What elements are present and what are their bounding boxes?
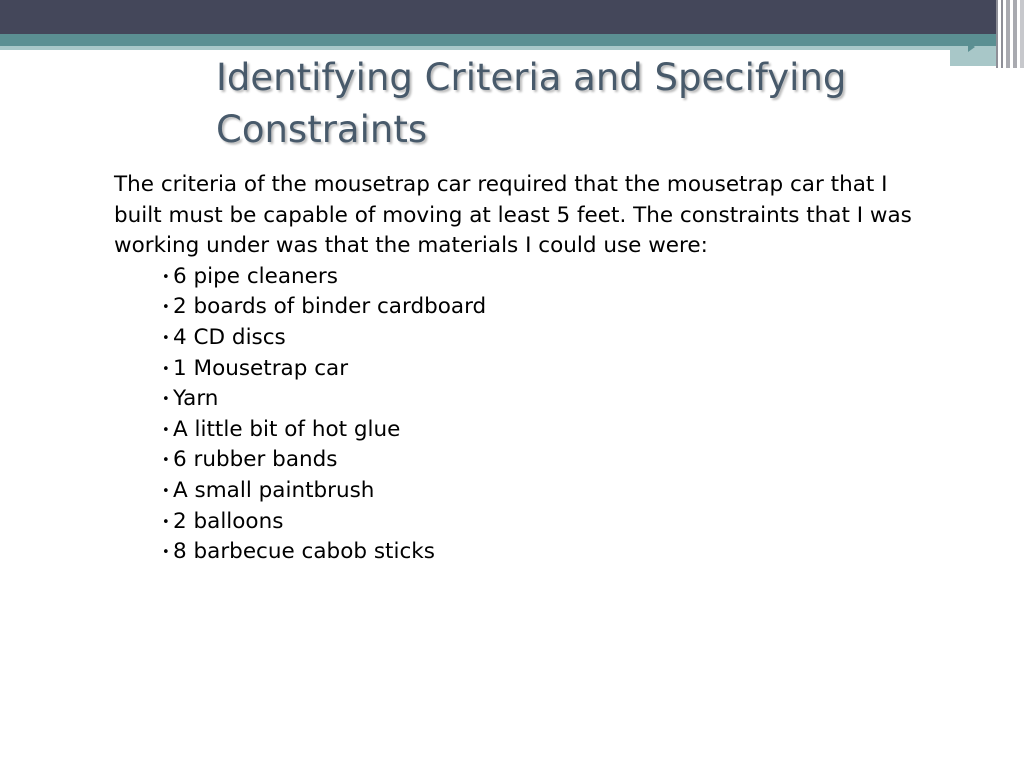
list-item <box>162 445 934 476</box>
bullet-icon: • <box>162 545 170 561</box>
header-stripes-decoration <box>996 0 1024 68</box>
list-item-text: 2 balloons <box>173 508 284 534</box>
bullet-icon: • <box>162 483 170 499</box>
bullet-icon: • <box>162 514 170 530</box>
list-item <box>162 262 934 293</box>
bullet-icon: • <box>162 422 170 438</box>
list-item <box>162 384 934 415</box>
list-item-text: A small paintbrush <box>173 477 375 503</box>
slide-title: Identifying Criteria and Specifying Constraints <box>216 56 847 151</box>
list-item-text: A little bit of hot glue <box>173 416 401 442</box>
header-band-dark <box>0 0 1024 34</box>
list-item-text: 4 CD discs <box>173 324 286 350</box>
list-item-text: 8 barbecue cabob sticks <box>173 539 435 565</box>
bullet-icon: • <box>162 392 170 408</box>
list-item-text: Yarn <box>173 386 219 412</box>
bullet-icon: • <box>162 330 170 346</box>
list-item <box>162 354 934 385</box>
list-item-text: 2 boards of binder cardboard <box>173 294 487 320</box>
list-item <box>162 292 934 323</box>
bullet-icon: • <box>162 361 170 377</box>
list-item <box>162 415 934 446</box>
header-band-teal <box>0 34 1024 46</box>
list-item <box>162 323 934 354</box>
header-band-light <box>0 46 610 50</box>
list-item <box>162 507 934 538</box>
bullet-icon: • <box>162 300 170 316</box>
intro-paragraph: The criteria of the mousetrap car required that the mousetrap car that I built must be capable of moving at least 5 feet. The constraints that I was working under was that the materials I could use were: <box>114 172 912 259</box>
list-item-text: 1 Mousetrap car <box>173 355 349 381</box>
bullet-icon: • <box>162 269 170 285</box>
slide-body <box>114 170 934 568</box>
list-item-text: 6 pipe cleaners <box>173 263 338 289</box>
bullet-icon: • <box>162 453 170 469</box>
header-arrow-icon <box>968 42 975 52</box>
list-item <box>162 537 934 568</box>
materials-list <box>114 262 934 568</box>
list-item <box>162 476 934 507</box>
list-item-text: 6 rubber bands <box>173 447 338 473</box>
